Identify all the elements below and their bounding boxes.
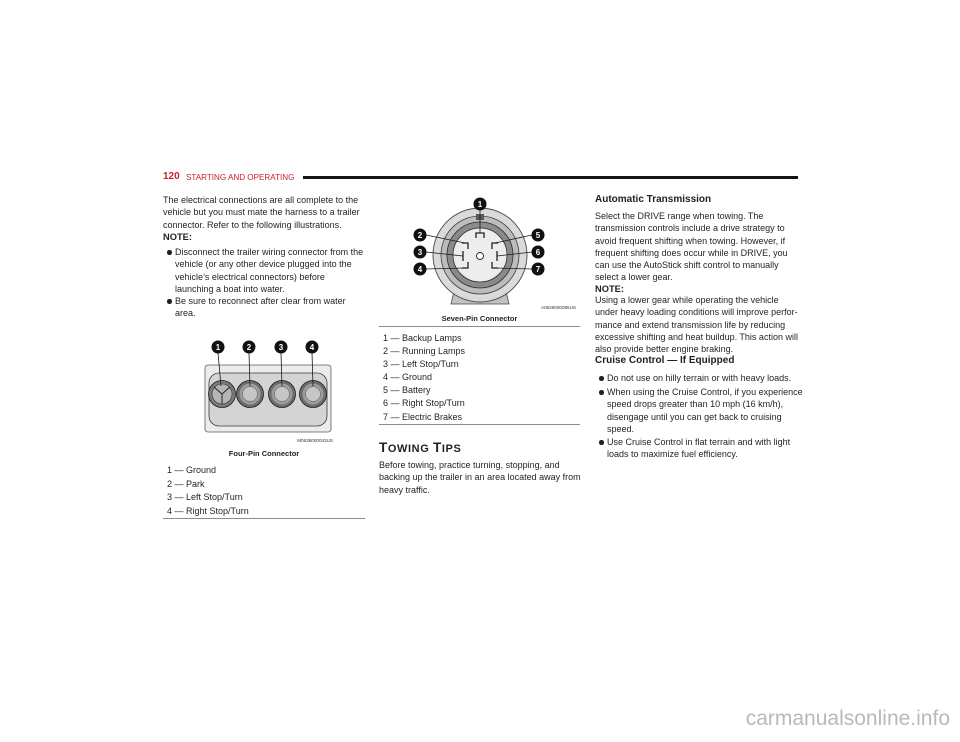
cruise-control-heading: Cruise Control — If Equipped [595, 355, 735, 366]
text-line: Using a lower gear while operating the vehicle [595, 295, 779, 305]
towing-tips-heading [379, 440, 461, 457]
bullet-item [595, 436, 790, 461]
callout-3 [414, 246, 427, 259]
bullet-item [595, 386, 803, 435]
text-line: connector. Refer to the following illustrations. [163, 219, 342, 230]
text-line: The electrical connections are all complete to the [163, 195, 359, 205]
bullet-item [163, 295, 346, 320]
text-line: launching a boat into water. [175, 283, 285, 294]
callout-number: 4 [417, 264, 423, 274]
text-line: excessive shifting and heat buildup. This action will [595, 331, 798, 342]
text-line: When using the Cruise Control, if you experience [607, 387, 803, 397]
bullet-icon [599, 376, 604, 381]
note-label: NOTE: [595, 284, 624, 294]
header-rule [303, 176, 798, 179]
callout-number: 1 [215, 342, 221, 352]
text-line: Disconnect the trailer wiring connector from the [175, 247, 364, 257]
text-line: vehicle (or any other device plugged into the [175, 259, 352, 270]
text-line: area. [175, 308, 196, 319]
callout-6 [532, 246, 545, 259]
callout-7 [532, 263, 545, 276]
bullet-item [163, 246, 363, 295]
callout-4 [414, 263, 427, 276]
callout-number: 7 [535, 264, 541, 274]
text-line: backing up the trailer in an area located away from [379, 472, 581, 483]
table-row: 2 — Park [167, 478, 205, 489]
table-row: 1 — Ground [167, 465, 217, 475]
text-line: avoid frequent shifting when towing. However, if [595, 235, 786, 246]
intro-paragraph [163, 194, 360, 231]
note-paragraph [595, 294, 798, 355]
text-line: mance and extend transmission life by reducing [595, 319, 786, 330]
automatic-transmission-heading: Automatic Transmission [595, 194, 712, 205]
text-line: Select the DRIVE range when towing. The [595, 211, 764, 221]
callout-2 [414, 229, 427, 242]
text-line: disengage until you can get back to cruising [607, 411, 782, 422]
callout-1 [474, 198, 487, 211]
watermark: carmanualsonline.info [745, 707, 950, 730]
towing-tips-paragraph [379, 459, 581, 496]
bullet-item [595, 372, 791, 384]
four-pin-connector-illustration [200, 336, 335, 446]
figure-caption: Four-Pin Connector [228, 449, 300, 458]
image-code: M0636000043US [297, 438, 333, 443]
table-row: 4 — Ground [383, 372, 433, 383]
page-number: 120 [163, 171, 180, 182]
callout-number: 3 [417, 247, 423, 257]
text-line: select a lower gear. [595, 272, 673, 283]
bullet-icon [167, 250, 172, 255]
callout-number: 1 [477, 199, 483, 209]
table-row: 5 — Battery [383, 385, 431, 396]
callout-5 [532, 229, 545, 242]
text-line: frequent shifting does occur while in DRIVE, you [595, 247, 788, 258]
text-line: transmission controls include a drive strategy to [595, 223, 785, 234]
table-row: 1 — Backup Lamps [383, 332, 462, 343]
seven-pin-connector-illustration [405, 195, 580, 315]
heading-word: TIPS [433, 440, 462, 455]
table-row: 3 — Left Stop/Turn [383, 358, 459, 369]
callout-3 [275, 341, 288, 354]
text-line: can use the AutoStick shift control to manually [595, 260, 779, 271]
text-line: Do not use on hilly terrain or with heavy loads. [607, 373, 792, 383]
text-line: under heavy loading conditions will improve perfor- [595, 307, 798, 318]
callout-number: 4 [309, 342, 315, 352]
text-line: also provide better engine braking. [595, 344, 734, 355]
automatic-transmission-paragraph [595, 210, 788, 284]
table-row: 4 — Right Stop/Turn [167, 505, 249, 516]
table-row: 6 — Right Stop/Turn [383, 398, 465, 409]
text-line: heavy traffic. [379, 484, 430, 495]
bullet-icon [599, 440, 604, 445]
callout-1 [212, 341, 225, 354]
callout-number: 3 [278, 342, 284, 352]
four-pin-table [163, 464, 365, 519]
bullet-icon [167, 299, 172, 304]
text-line: speed drops greater than 10 mph (16 km/h), [607, 399, 784, 410]
text-line: speed. [607, 423, 635, 434]
image-code: A0636000085US [541, 305, 576, 310]
text-line: vehicle’s electrical connectors) before [175, 271, 325, 282]
table-row: 7 — Electric Brakes [383, 411, 463, 422]
text-line: Before towing, practice turning, stopping, and [379, 460, 560, 470]
figure-caption: Seven-Pin Connector [441, 314, 518, 323]
text-line: Be sure to reconnect after clear from water [175, 296, 346, 306]
table-row: 3 — Left Stop/Turn [167, 492, 243, 502]
table-row: 2 — Running Lamps [383, 345, 466, 356]
note-label: NOTE: [163, 232, 192, 242]
bullet-icon [599, 390, 604, 395]
callout-2 [243, 341, 256, 354]
text-line: Use Cruise Control in flat terrain and with light [607, 437, 791, 447]
heading-word: TOWING [379, 440, 430, 455]
callout-number: 2 [246, 342, 252, 352]
callout-4 [306, 341, 319, 354]
callout-number: 6 [535, 247, 541, 257]
callout-number: 2 [417, 230, 423, 240]
text-line: loads to maximize fuel efficiency. [607, 449, 738, 460]
section-title: STARTING AND OPERATING [186, 173, 295, 182]
callout-number: 5 [535, 230, 541, 240]
text-line: vehicle but you must mate the harness to a trailer [163, 207, 360, 218]
socket-ground [209, 381, 236, 408]
seven-pin-table [379, 326, 580, 425]
